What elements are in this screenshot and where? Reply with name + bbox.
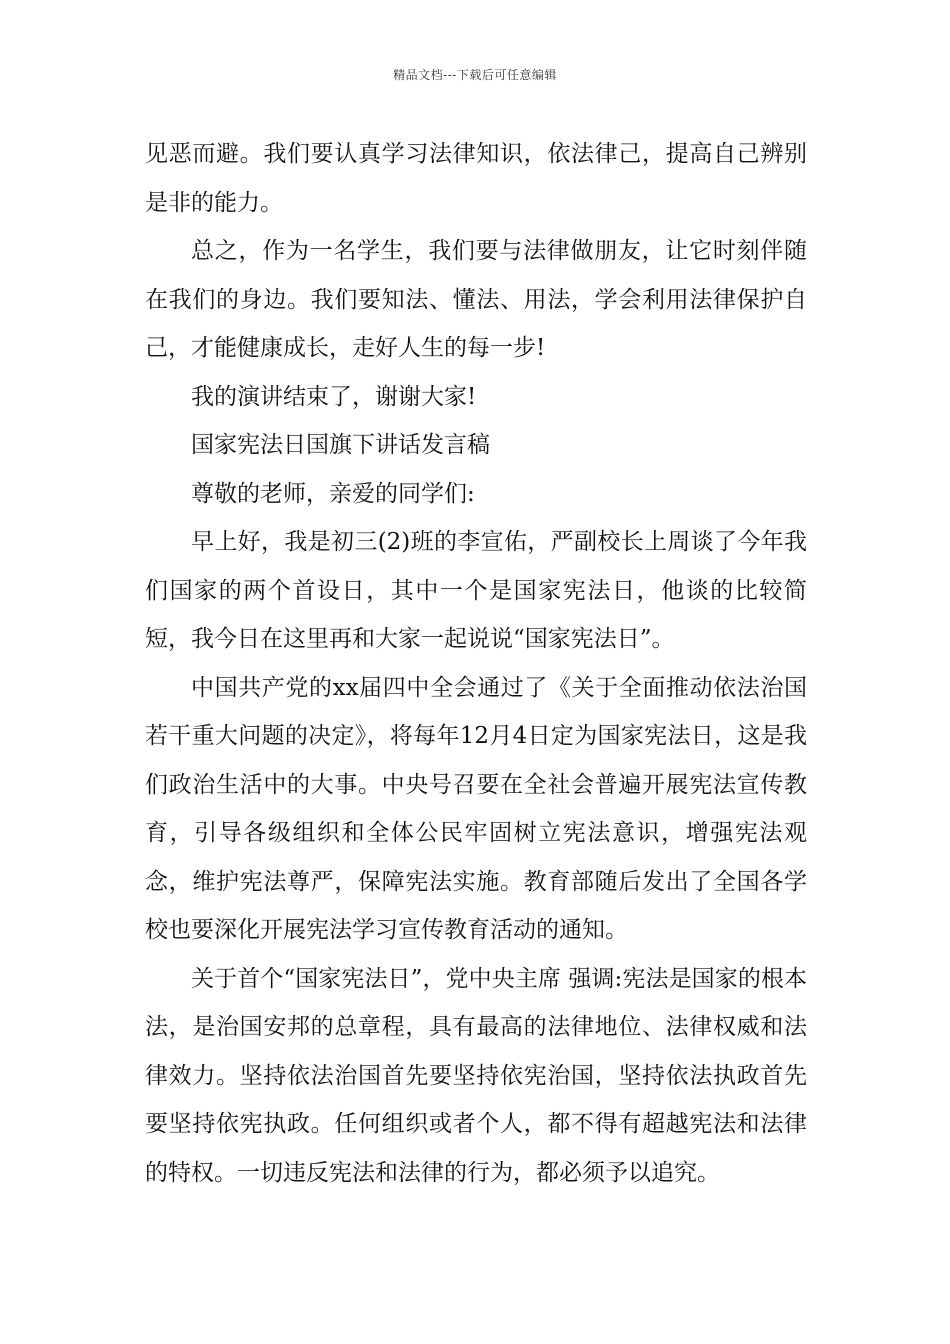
section-title: 国家宪法日国旗下讲话发言稿	[191, 432, 490, 458]
paragraph: 我的演讲结束了，谢谢大家!	[191, 383, 477, 410]
paragraph: 关于首个“国家宪法日”，党中央主席 强调:宪法是国家的根本法，是治国安邦的总章程，具有最高的法律地位、法律权威和法律效力。坚持依法治国首先要坚持依宪治国，坚持依法执政首先要坚持依宪执政。任何组织或者个人，都不得有超越宪法和法律的特权。一切违反宪法和法律的行为，都必须予以追究。	[145, 965, 807, 1186]
paragraph: 中国共产党的xx届四中全会通过了《关于全面推动依法治国若干重大问题的决定》，将每年12月4日定为国家宪法日，这是我们政治生活中的大事。中央号召要在全社会普遍开展宪法宣传教育，引导各级组织和全体公民牢固树立宪法意识，增强宪法观念，维护宪法尊严，保障宪法实施。教育部随后发出了全国各学校也要深化开展宪法学习宣传教育活动的通知。	[145, 674, 807, 943]
salutation: 尊敬的老师，亲爱的同学们:	[191, 480, 475, 507]
paragraph: 见恶而避。我们要认真学习法律知识，依法律己，提高自己辨别是非的能力。	[145, 141, 807, 216]
page-header: 精品文档---下载后可任意编辑	[393, 68, 557, 82]
document-body	[145, 130, 807, 1197]
paragraph: 早上好，我是初三(2)班的李宣佑，严副校长上周谈了今年我们国家的两个首设日，其中一个是国家宪法日，他谈的比较简短，我今日在这里再和大家一起说说“国家宪法日”。	[145, 529, 807, 652]
paragraph: 总之，作为一名学生，我们要与法律做朋友，让它时刻伴随在我们的身边。我们要知法、懂法、用法，学会利用法律保护自己，才能健康成长，走好人生的每一步!	[145, 238, 807, 361]
